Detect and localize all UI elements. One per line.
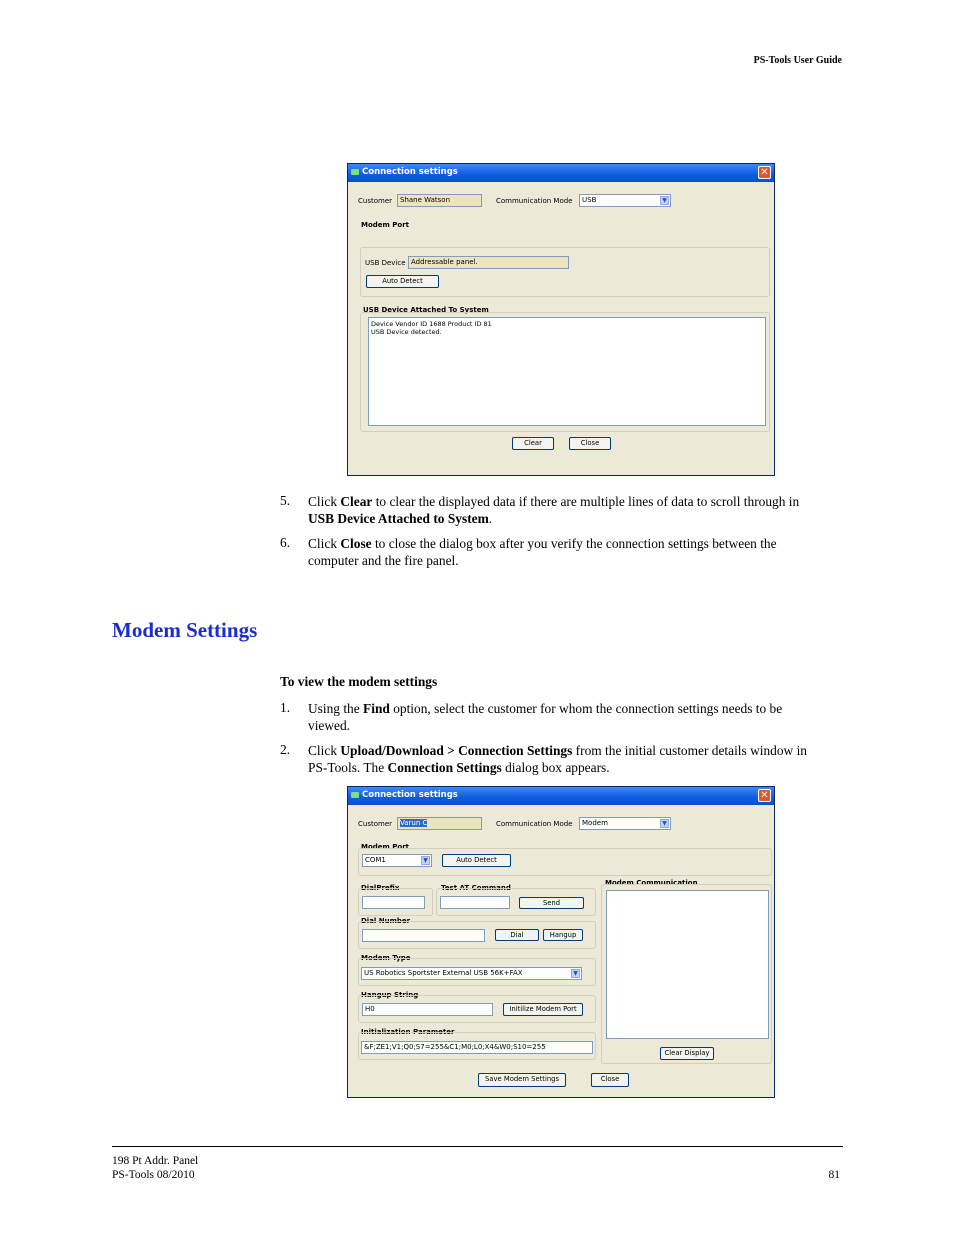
plug-icon	[351, 792, 359, 798]
dial-number-input[interactable]	[362, 929, 485, 942]
chevron-down-icon: ▼	[660, 196, 669, 205]
usb-device-field[interactable]: Addressable panel.	[408, 256, 569, 269]
modem-type-label: Modem Type	[361, 954, 411, 962]
communication-mode-value: USB	[582, 196, 597, 204]
auto-detect-button[interactable]: Auto Detect	[442, 854, 511, 867]
usb-attached-textarea[interactable]	[368, 317, 766, 426]
auto-detect-button[interactable]: Auto Detect	[366, 275, 439, 288]
communication-mode-select[interactable]	[579, 817, 671, 830]
plug-icon	[351, 169, 359, 175]
initialize-modem-port-button[interactable]: Initilize Modem Port	[503, 1003, 583, 1016]
step-bold: Connection Settings	[387, 760, 502, 775]
init-param-input[interactable]: &F;ZE1;V1;Q0;S7=255&C1;M0;L0;X4&W0;S10=255	[361, 1041, 593, 1054]
step-bold: USB Device Attached to System	[308, 511, 489, 526]
dial-number-label: Dial Number	[361, 917, 411, 925]
step-number: 1.	[280, 700, 291, 715]
step-text: option, select the customer for whom the connection settings needs to be	[389, 701, 783, 716]
chevron-down-icon: ▼	[421, 856, 430, 865]
modem-communication-textarea[interactable]	[606, 890, 769, 1039]
step-text: PS-Tools. The	[308, 760, 388, 775]
step-5-text	[308, 493, 848, 527]
step-text: dialog box appears.	[501, 760, 610, 775]
clear-display-button[interactable]: Clear Display	[660, 1047, 714, 1060]
customer-field[interactable]	[397, 817, 482, 830]
step-2-text	[308, 742, 848, 776]
usb-attached-group-label: USB Device Attached To System	[363, 306, 489, 314]
customer-label: Customer	[358, 197, 393, 205]
step-6-text	[308, 535, 848, 569]
hangup-button[interactable]: Hangup	[543, 929, 583, 941]
connection-settings-dialog-usb	[347, 163, 775, 476]
communication-mode-value: Modem	[582, 819, 608, 827]
modem-port-group-label: Modem Port	[361, 221, 410, 229]
chevron-down-icon: ▼	[660, 819, 669, 828]
step-text: to clear the displayed data if there are multiple lines of data to scroll through in	[372, 494, 800, 509]
modem-type-value: US Robotics Sportster External USB 56K+FAX	[364, 969, 523, 977]
step-1-text	[308, 700, 848, 734]
step-text: Click	[308, 536, 341, 551]
step-bold: Find	[363, 701, 390, 716]
dialog-title: Connection settings	[362, 790, 458, 800]
send-button[interactable]: Send	[519, 897, 584, 909]
step-bold: Close	[340, 536, 372, 551]
step-text: Using the	[308, 701, 364, 716]
modem-communication-label: Modem Communication	[605, 879, 698, 887]
step-number: 6.	[280, 535, 291, 550]
modem-type-select[interactable]	[361, 967, 582, 980]
dial-button[interactable]: Dial	[495, 929, 539, 941]
dial-prefix-label: DialPrefix	[361, 884, 400, 892]
hangup-string-input[interactable]: H0	[362, 1003, 493, 1016]
step-number: 5.	[280, 493, 291, 508]
step-text: to close the dialog box after you verify the connection settings between the	[371, 536, 777, 551]
step-text: Click	[308, 494, 341, 509]
modem-port-select[interactable]	[362, 854, 432, 867]
modem-port-label: Modem Port	[361, 843, 410, 851]
step-text: .	[488, 511, 493, 526]
customer-field[interactable]: Shane Watson	[397, 194, 482, 207]
close-button[interactable]: Close	[569, 437, 611, 450]
section-title: Modem Settings	[112, 618, 258, 642]
connection-settings-dialog-modem	[347, 786, 775, 1098]
clear-button[interactable]: Clear	[512, 437, 554, 450]
step-text: viewed.	[308, 718, 351, 733]
communication-mode-label: Communication Mode	[496, 820, 573, 828]
close-button[interactable]: Close	[591, 1073, 629, 1087]
modem-port-value: COM1	[365, 856, 386, 864]
hangup-string-label: Hangup String	[361, 991, 419, 999]
step-bold: Upload/Download > Connection Settings	[340, 743, 573, 758]
footer-rule	[112, 1146, 843, 1147]
communication-mode-label: Communication Mode	[496, 197, 573, 205]
dial-prefix-input[interactable]	[362, 896, 425, 909]
communication-mode-select[interactable]	[579, 194, 671, 207]
dialog-title-bar[interactable]	[348, 787, 774, 805]
footer-date: PS-Tools 08/2010	[112, 1169, 195, 1181]
dialog-title-bar[interactable]	[348, 164, 774, 182]
customer-label: Customer	[358, 820, 393, 828]
usb-device-group	[360, 247, 770, 297]
save-modem-settings-button[interactable]: Save Modem Settings	[478, 1073, 566, 1087]
close-icon[interactable]: ✕	[758, 166, 771, 179]
dialog-title: Connection settings	[362, 167, 458, 177]
step-text: computer and the fire panel.	[308, 553, 459, 568]
init-param-label: Initialization Parameter	[361, 1028, 455, 1036]
customer-value: Varun C	[400, 819, 428, 827]
test-at-input[interactable]	[440, 896, 510, 909]
attached-line: USB Device detected.	[371, 328, 442, 336]
chevron-down-icon: ▼	[571, 969, 580, 978]
attached-line: Device Vendor ID 1688 Product ID 81	[371, 320, 492, 328]
procedure-title: To view the modem settings	[280, 674, 438, 689]
usb-device-label: USB Device	[365, 259, 406, 267]
page-number: 81	[828, 1169, 840, 1181]
step-bold: Clear	[340, 494, 373, 509]
running-header: PS-Tools User Guide	[753, 55, 842, 66]
step-number: 2.	[280, 742, 291, 757]
close-icon[interactable]: ✕	[758, 789, 771, 802]
step-text: Click	[308, 743, 341, 758]
footer-product: 198 Pt Addr. Panel	[112, 1155, 199, 1167]
step-text: from the initial customer details window in	[572, 743, 807, 758]
test-at-label: Test AT Command	[441, 884, 511, 892]
